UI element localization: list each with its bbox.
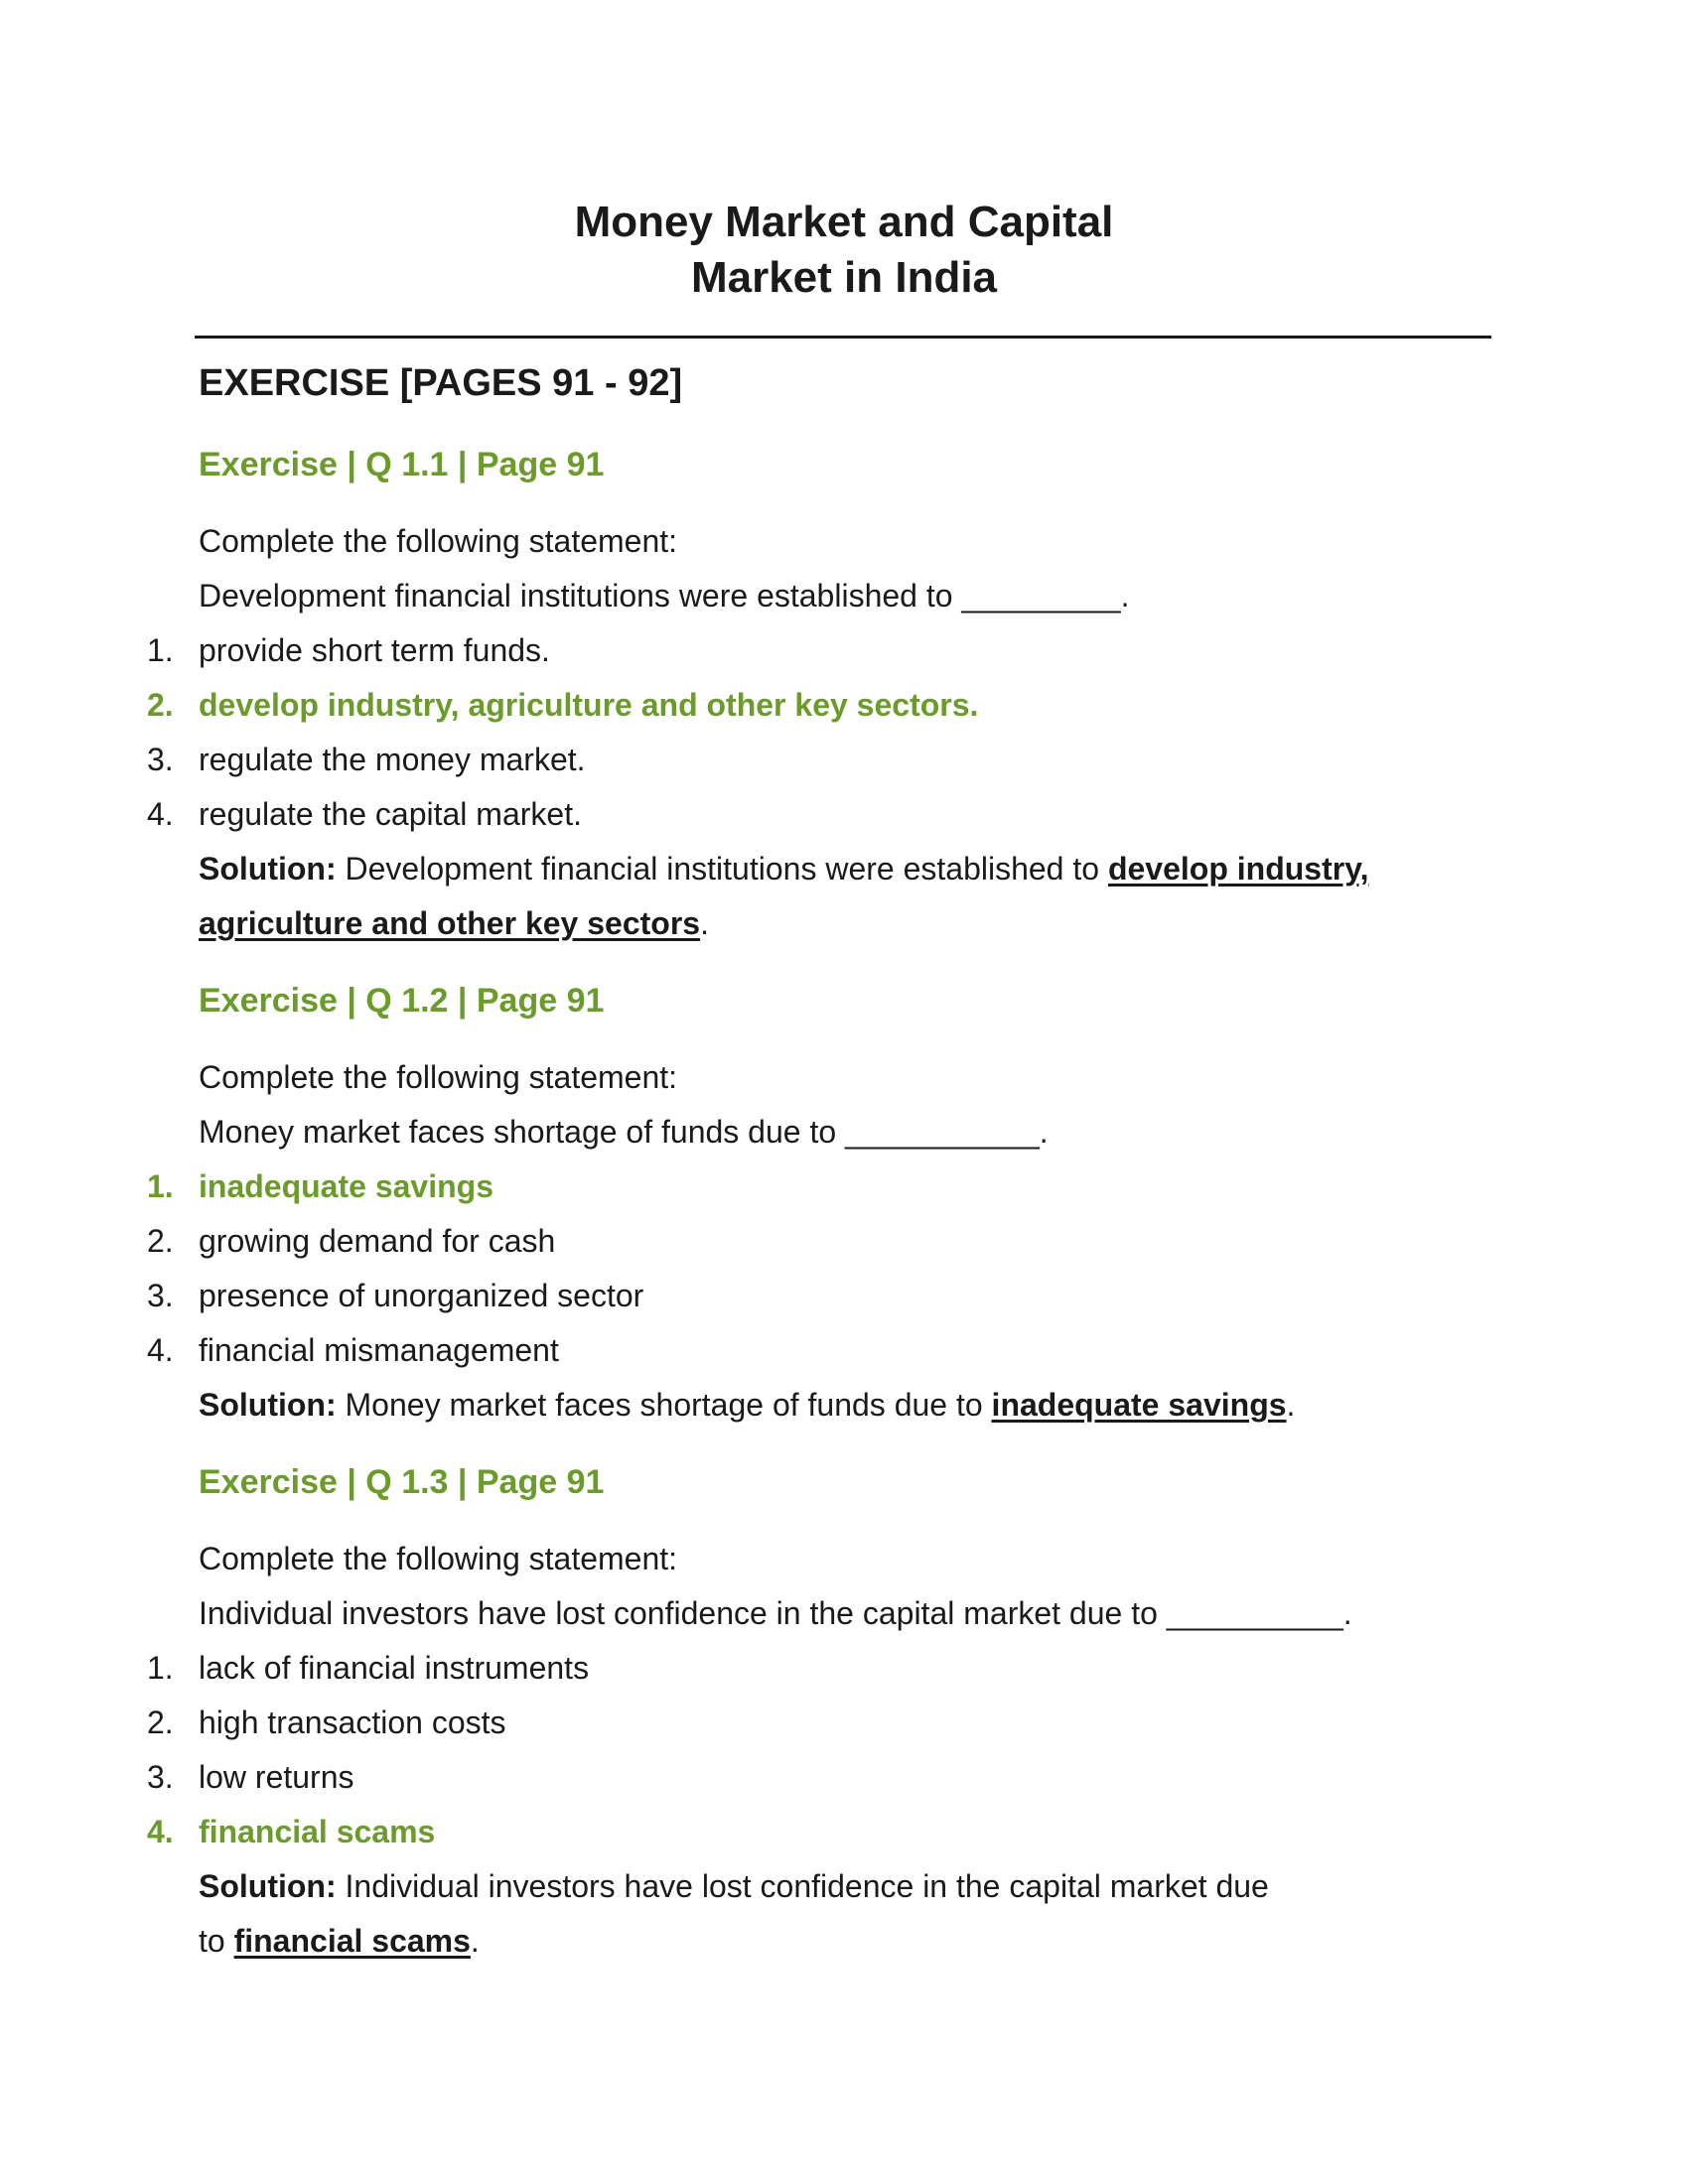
option-number: 2. — [147, 1223, 174, 1259]
option-text: financial scams — [199, 1814, 436, 1849]
solution-text: Money market faces shortage of funds due to — [345, 1387, 983, 1423]
question-prompt: Complete the following statement: — [199, 523, 678, 559]
option-item — [147, 1755, 354, 1799]
option-number: 4. — [147, 1332, 174, 1368]
question-statement: Money market faces shortage of funds due to ___________. — [199, 1114, 1049, 1150]
solution-text: Development financial institutions were established to — [345, 851, 1100, 887]
solution-end: . — [470, 1923, 480, 1959]
option-text: develop industry, agriculture and other key sectors. — [199, 687, 979, 723]
option-text: high transaction costs — [199, 1705, 506, 1740]
option-item — [147, 1219, 555, 1263]
option-text: presence of unorganized sector — [199, 1278, 644, 1313]
option-item — [147, 1701, 506, 1744]
solution-line — [199, 1383, 1295, 1427]
solution-line-continued — [199, 901, 709, 945]
option-item — [147, 1646, 589, 1690]
option-item-correct — [147, 1810, 435, 1853]
question-heading-1-1: Exercise | Q 1.1 | Page 91 — [199, 446, 605, 483]
section-heading: EXERCISE [PAGES 91 - 92] — [199, 362, 683, 404]
option-text: provide short term funds. — [199, 632, 550, 668]
solution-answer: agriculture and other key sectors — [199, 905, 701, 941]
solution-text: to — [199, 1923, 225, 1959]
solution-end: . — [1286, 1387, 1296, 1423]
option-number: 3. — [147, 742, 174, 777]
option-item — [147, 792, 582, 836]
solution-line-continued — [199, 1919, 480, 1963]
option-item — [147, 628, 550, 672]
option-text: regulate the money market. — [199, 742, 586, 777]
option-text: inadequate savings — [199, 1168, 493, 1204]
option-item-correct — [147, 683, 978, 727]
option-number: 4. — [147, 796, 174, 832]
title-line-1: Money Market and Capital — [574, 198, 1114, 246]
solution-answer: financial scams — [233, 1923, 471, 1959]
option-text: financial mismanagement — [199, 1332, 559, 1368]
title-line-2: Market in India — [690, 253, 998, 302]
option-item — [147, 1274, 643, 1317]
option-item — [147, 1328, 559, 1372]
option-item-correct — [147, 1164, 493, 1208]
question-prompt: Complete the following statement: — [199, 1059, 678, 1095]
solution-label: Solution: — [199, 1868, 337, 1904]
option-text: low returns — [199, 1759, 354, 1795]
solution-end: . — [700, 905, 709, 941]
solution-line — [199, 847, 1369, 890]
option-number: 2. — [147, 1705, 174, 1740]
page-title — [0, 195, 1688, 306]
option-number: 1. — [147, 1650, 174, 1686]
solution-line — [199, 1864, 1269, 1908]
option-number: 1. — [147, 632, 174, 668]
solution-label: Solution: — [199, 1387, 337, 1423]
question-prompt: Complete the following statement: — [199, 1541, 678, 1576]
option-number: 1. — [147, 1168, 174, 1204]
question-heading-1-3: Exercise | Q 1.3 | Page 91 — [199, 1463, 605, 1501]
option-text: growing demand for cash — [199, 1223, 556, 1259]
option-number: 2. — [147, 687, 174, 723]
solution-answer: develop industry, — [1107, 851, 1369, 887]
question-statement: Individual investors have lost confidence in the capital market due to __________. — [199, 1595, 1352, 1631]
option-number: 4. — [147, 1814, 174, 1849]
question-heading-1-2: Exercise | Q 1.2 | Page 91 — [199, 982, 605, 1020]
question-statement: Development financial institutions were established to _________. — [199, 578, 1130, 614]
option-text: lack of financial instruments — [199, 1650, 590, 1686]
solution-text: Individual investors have lost confidence in the capital market due — [345, 1868, 1269, 1904]
option-number: 3. — [147, 1759, 174, 1795]
option-item — [147, 738, 586, 781]
solution-label: Solution: — [199, 851, 337, 887]
title-divider — [195, 336, 1491, 339]
solution-answer: inadequate savings — [991, 1387, 1287, 1423]
option-text: regulate the capital market. — [199, 796, 582, 832]
option-number: 3. — [147, 1278, 174, 1313]
